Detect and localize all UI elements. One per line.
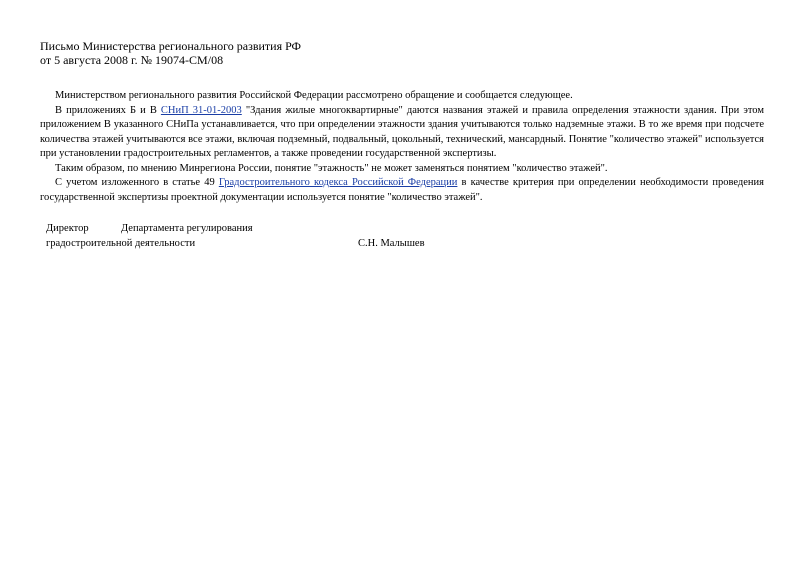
snip-link[interactable]: СНиП 31-01-2003 <box>160 104 242 116</box>
paragraph-2 <box>40 104 764 162</box>
paragraph-4 <box>40 176 764 205</box>
document-heading <box>40 39 764 67</box>
paragraph-4-start: С учетом изложенного в статье 49 <box>55 177 219 188</box>
paragraph-3: Таким образом, по мнению Минрегиона России, понятие "этажность" не может заменяться понятием "количество этажей". <box>55 162 608 174</box>
paragraph-4-rest: в качестве критерия при определении необходимости проведения государственной экспертизы проектной документации используется понятие "количество этажей". <box>40 177 764 203</box>
document-page <box>40 39 764 253</box>
grad-code-link[interactable]: Градостроительного кодекса Российской Федерации <box>218 177 458 188</box>
signatory-department: Департамента регулирования <box>121 223 253 234</box>
document-body <box>40 89 764 205</box>
signatory-name: С.Н. Малышев <box>358 238 425 249</box>
signatory-department-cont: градостроительной деятельности <box>46 238 196 249</box>
paragraph-1: Министерством регионального развития Российской Федерации рассмотрено обращение и сообщается следующее. <box>55 90 573 101</box>
paragraph-2-start: В приложениях Б и В <box>55 104 161 116</box>
paragraph-2-rest: "Здания жилые многоквартирные" даются названия этажей и правила определения этажности здания. При этом приложением В указанного СНиПа устанавливается, что при определении этажности здания учитываются только надземные этажи. В то же время при подсчете количества этажей учитываются все этажи, включая подземный, подвальный, цокольный, технический, мансардный. Понятие "количество этажей" используется при установлении градостроительных регламентов, а также проведении государственной экспертизы. <box>40 104 764 159</box>
signatory-title: Директор <box>46 223 89 234</box>
heading-line-1: Письмо Министерства регионального развития РФ <box>40 39 302 53</box>
signature-block <box>46 221 764 253</box>
heading-line-2: от 5 августа 2008 г. № 19074-СМ/08 <box>40 53 224 67</box>
